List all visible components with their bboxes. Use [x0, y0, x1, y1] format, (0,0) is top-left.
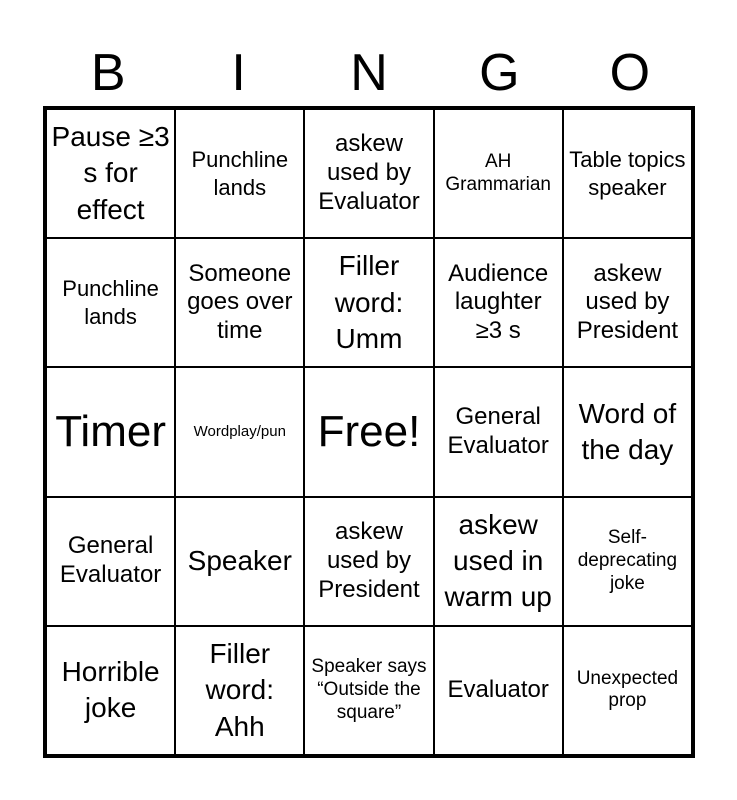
bingo-cell[interactable]	[304, 497, 433, 626]
bingo-cell[interactable]	[434, 238, 563, 367]
bingo-cell[interactable]	[175, 497, 304, 626]
cell-text: AH Grammarian	[445, 150, 551, 195]
bingo-cell[interactable]	[434, 497, 563, 626]
bingo-cell[interactable]	[434, 626, 563, 755]
bingo-cell[interactable]	[46, 238, 175, 367]
bingo-cell[interactable]	[563, 109, 692, 238]
header-letter-o: O	[609, 44, 651, 102]
bingo-cell[interactable]	[304, 109, 433, 238]
bingo-cell[interactable]	[563, 626, 692, 755]
cell-text: Filler word: Ahh	[205, 637, 275, 742]
bingo-card	[43, 106, 695, 758]
cell-text: Speaker says “Outside the square”	[311, 656, 427, 723]
cell-text: Filler word: Umm	[334, 250, 404, 354]
bingo-header	[43, 40, 695, 106]
cell-text: Audience laughter ≥3 s	[448, 259, 549, 345]
bingo-cell[interactable]	[46, 626, 175, 755]
cell-text: Punchline lands	[191, 147, 289, 200]
cell-text: Speaker	[187, 545, 292, 576]
cell-text: Horrible joke	[61, 656, 160, 724]
cell-text: Unexpected prop	[576, 667, 679, 712]
cell-text: Free!	[317, 406, 421, 456]
bingo-cell[interactable]	[563, 497, 692, 626]
cell-text: Timer	[55, 406, 166, 456]
bingo-cell[interactable]	[46, 109, 175, 238]
cell-text: askew used by President	[318, 518, 420, 603]
cell-text: General Evaluator	[447, 403, 549, 459]
cell-text: Evaluator	[447, 675, 549, 703]
bingo-cell[interactable]	[304, 238, 433, 367]
cell-text: Word of the day	[578, 397, 677, 465]
bingo-cell[interactable]	[175, 367, 304, 496]
cell-text: askew used by Evaluator	[318, 130, 420, 215]
header-letter-n: N	[350, 44, 388, 102]
bingo-cell[interactable]	[46, 367, 175, 496]
bingo-cell[interactable]	[175, 626, 304, 755]
cell-text: General Evaluator	[59, 532, 162, 589]
cell-text: Self-deprecating joke	[577, 527, 678, 594]
bingo-cell[interactable]	[563, 367, 692, 496]
cell-text: Wordplay/pun	[193, 422, 286, 440]
bingo-cell[interactable]	[46, 497, 175, 626]
cell-text: Someone goes over time	[187, 259, 293, 345]
cell-text: Pause ≥3 s for effect	[51, 121, 170, 225]
bingo-cell[interactable]	[434, 109, 563, 238]
bingo-cell[interactable]	[434, 367, 563, 496]
bingo-cell[interactable]	[563, 238, 692, 367]
cell-text: askew used in warm up	[444, 508, 552, 613]
bingo-cell[interactable]	[175, 238, 304, 367]
bingo-cell[interactable]	[175, 109, 304, 238]
header-letter-b: B	[90, 44, 126, 102]
cell-text: Table topics speaker	[569, 147, 686, 200]
header-letter-g: G	[479, 44, 520, 102]
cell-text: Punchline lands	[62, 276, 159, 329]
bingo-cell[interactable]	[304, 626, 433, 755]
cell-text: askew used by President	[576, 259, 679, 345]
header-letter-i: I	[231, 44, 246, 102]
free-space-cell[interactable]	[304, 367, 433, 496]
